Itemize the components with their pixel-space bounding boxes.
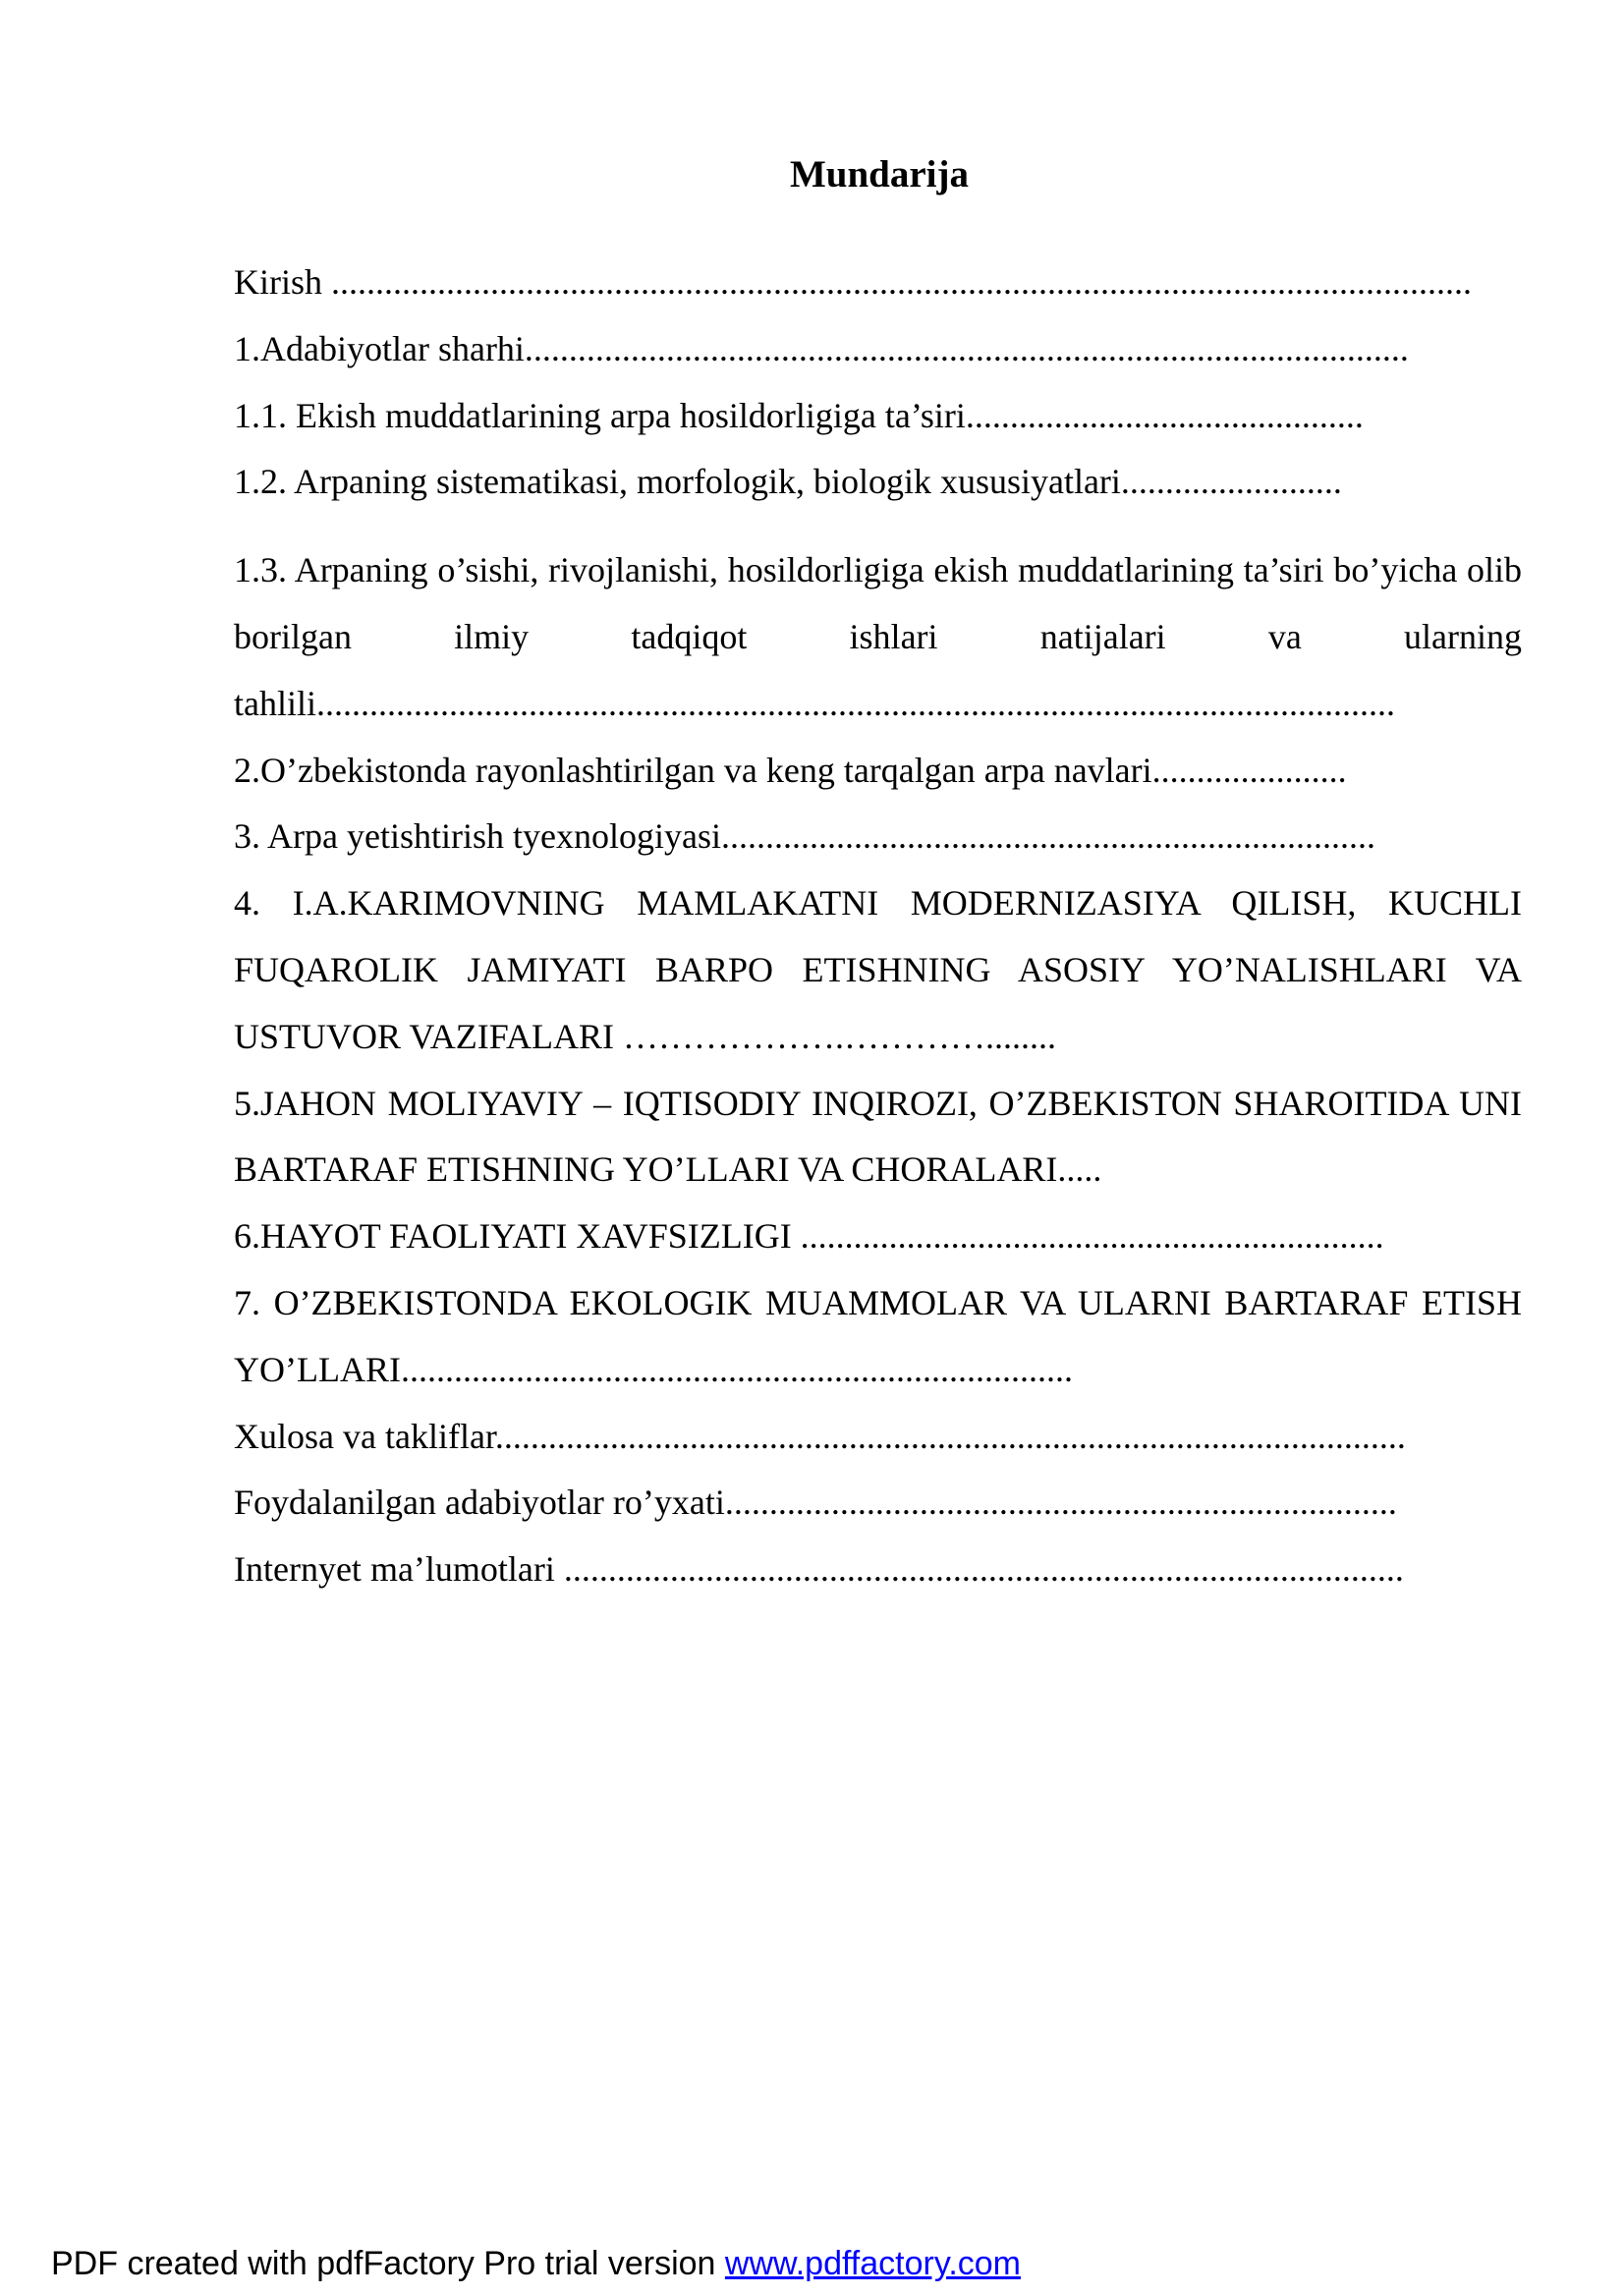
toc-entry-7: 7. O’ZBEKISTONDA EKOLOGIK MUAMMOLAR VA ULARNI BARTARAF ETISH YO’LLARI............................................................................: [234, 1282, 1522, 1389]
toc-entry-internyet: Internyet ma’lumotlari ...............................................................................................: [234, 1549, 1404, 1590]
toc-entry-1-1: 1.1. Ekish muddatlarining arpa hosildorligiga ta’siri.............................................: [234, 395, 1364, 435]
pdf-watermark-footer: [51, 2242, 1021, 2285]
toc-entry-1-2: 1.2. Arpaning sistematikasi, morfologik, biologik xususiyatlari.........................: [234, 462, 1342, 502]
toc-entry-1-3: 1.3. Arpaning o’sishi, rivojlanishi, hosildorligiga ekish muddatlarining ta’siri bo’yicha olib borilgan ilmiy tadqiqot ishlari natijalari va ularning tahlili..........................................................................................................................: [234, 550, 1522, 723]
toc-entry-2: 2.O’zbekistonda rayonlashtirilgan va keng tarqalgan arpa navlari......................: [234, 750, 1347, 790]
table-of-contents: [234, 250, 1522, 1603]
toc-entry-xulosa: Xulosa va takliflar.......................................................................................................: [234, 1416, 1406, 1456]
toc-entry-4: 4. I.A.KARIMOVNING MAMLAKATNI MODERNIZASIYA QILISH, KUCHLI FUQAROLIK JAMIYATI BARPO ETISHNING ASOSIY YO’NALISHLARI VA USTUVOR VAZIFALARI ……………….…………........: [234, 883, 1522, 1056]
footer-link[interactable]: www.pdffactory.com: [724, 2245, 1021, 2282]
toc-entry-6: 6.HAYOT FAOLIYATI XAVFSIZLIGI ..................................................................: [234, 1216, 1384, 1257]
toc-entry-5: 5.JAHON MOLIYAVIY – IQTISODIY INQIROZI, O’ZBEKISTON SHAROITIDA UNI BARTARAF ETISHNING YO’LLARI VA CHORALARI.....: [234, 1083, 1522, 1190]
footer-text: PDF created with pdfFactory Pro trial version: [51, 2245, 725, 2282]
toc-entry-adabiyotlar-sharhi: 1.Adabiyotlar sharhi....................................................................................................: [234, 328, 1409, 368]
page-title: Mundarija: [789, 153, 969, 196]
toc-entry-foydalanilgan-adabiyotlar: Foydalanilgan adabiyotlar ro’yxati............................................................................: [234, 1483, 1397, 1523]
toc-entry-3: 3. Arpa yetishtirish tyexnologiyasi..........................................................................: [234, 816, 1375, 857]
toc-entry-kirish: Kirish .................................................................................................................................: [234, 262, 1472, 302]
